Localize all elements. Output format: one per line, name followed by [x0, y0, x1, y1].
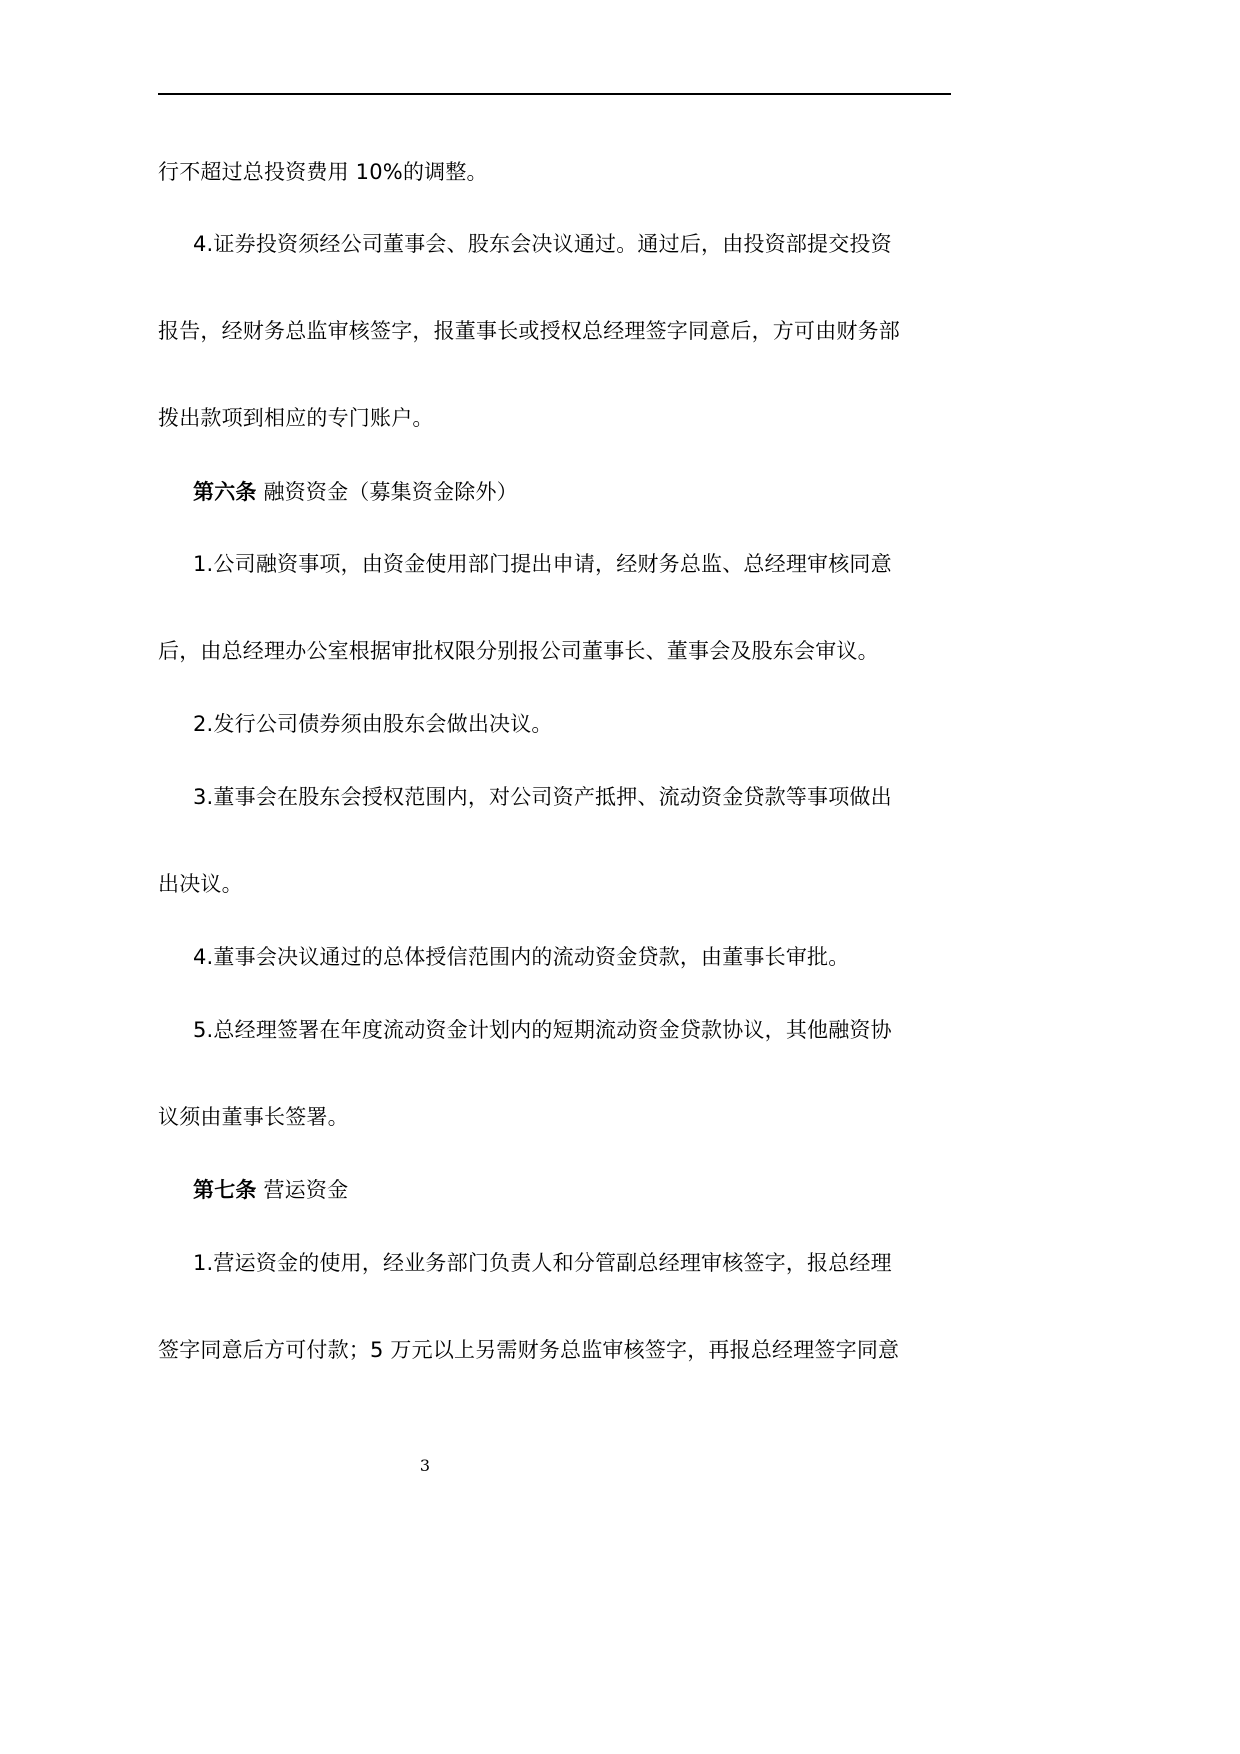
- paragraph-line: 议须由董事长签署。: [158, 1105, 349, 1129]
- paragraph-line: 行不超过总投资费用 10%的调整。: [158, 160, 488, 184]
- article-title: 融资资金（募集资金除外）: [256, 480, 518, 504]
- paragraph-line: 4.董事会决议通过的总体授信范围内的流动资金贷款，由董事长审批。: [193, 945, 850, 969]
- paragraph-line: 签字同意后方可付款；5 万元以上另需财务总监审核签字，再报总经理签字同意: [158, 1338, 900, 1362]
- paragraph-line: 4.证券投资须经公司董事会、股东会决议通过。通过后，由投资部提交投资: [193, 232, 892, 256]
- paragraph-line: 出决议。: [158, 872, 243, 896]
- paragraph-line: 1.公司融资事项，由资金使用部门提出申请，经财务总监、总经理审核同意: [193, 552, 892, 576]
- paragraph-line: 拨出款项到相应的专门账户。: [158, 406, 434, 430]
- paragraph-line: 5.总经理签署在年度流动资金计划内的短期流动资金贷款协议，其他融资协: [193, 1018, 892, 1042]
- article-title: 营运资金: [256, 1178, 349, 1202]
- paragraph-line: 报告，经财务总监审核签字，报董事长或授权总经理签字同意后，方可由财务部: [158, 319, 900, 343]
- page-number: 3: [419, 1456, 431, 1475]
- paragraph-line: 3.董事会在股东会授权范围内，对公司资产抵押、流动资金贷款等事项做出: [193, 785, 892, 809]
- article-number: 第七条: [193, 1178, 257, 1202]
- article-heading-6: [193, 478, 518, 506]
- header-rule: [158, 93, 951, 95]
- paragraph-line: 后，由总经理办公室根据审批权限分别报公司董事长、董事会及股东会审议。: [158, 639, 879, 663]
- paragraph-line: 1.营运资金的使用，经业务部门负责人和分管副总经理审核签字，报总经理: [193, 1251, 892, 1275]
- paragraph-line: 2.发行公司债券须由股东会做出决议。: [193, 712, 553, 736]
- article-heading-7: [193, 1176, 348, 1204]
- article-number: 第六条: [193, 480, 257, 504]
